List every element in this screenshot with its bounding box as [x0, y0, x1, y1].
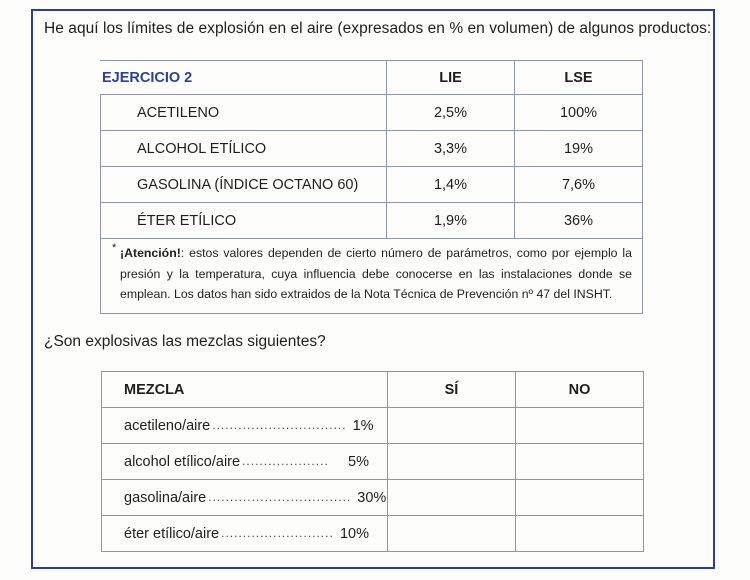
lie-value: 3,3% [386, 131, 514, 166]
dot-leader: .................... [242, 454, 329, 468]
table-row [100, 95, 643, 131]
table-row [102, 516, 643, 552]
product-name: ÉTER ETÍLICO [100, 203, 386, 238]
mixture-cell [102, 480, 387, 515]
mixture-percent: 30% [357, 489, 387, 506]
lie-value: 1,9% [386, 203, 514, 238]
table-header-row [102, 372, 643, 408]
no-answer-cell[interactable] [515, 444, 643, 479]
lse-header: LSE [514, 61, 643, 94]
table-row [102, 444, 643, 480]
dot-leader: ............................... [212, 418, 347, 432]
product-name: ACETILENO [100, 95, 386, 130]
product-name: ALCOHOL ETÍLICO [100, 131, 386, 166]
product-name: GASOLINA (ÍNDICE OCTANO 60) [100, 167, 386, 202]
table-row [102, 408, 643, 444]
mixture-name: gasolina/aire [124, 489, 207, 506]
mixtures-table [101, 371, 644, 552]
lse-value: 36% [514, 203, 643, 238]
lse-value: 7,6% [514, 167, 643, 202]
mixture-percent: 10% [339, 525, 369, 542]
dot-leader: .......................... [221, 526, 334, 540]
note-text: : estos valores dependen de cierto número de parámetros, como por ejemplo la presión y la temperatura, cuya influencia debe conocerse en las instalaciones donde se emplean. Los datos han sido extraidos de la Nota Técnica de Prevención nº 47 del INSHT. [120, 246, 632, 301]
note-asterisk: * [112, 242, 117, 254]
table-header-row [100, 61, 643, 95]
mixture-percent: 1% [352, 417, 374, 434]
lie-value: 1,4% [386, 167, 514, 202]
mixture-name: éter etílico/aire [124, 525, 220, 542]
table-row [100, 131, 643, 167]
lse-value: 100% [514, 95, 643, 130]
mixture-name: acetileno/aire [124, 417, 211, 434]
attention-note [100, 234, 643, 314]
explosion-limits-table [100, 60, 643, 239]
note-bold-label: ¡Atención! [120, 246, 181, 260]
mixture-name: alcohol etílico/aire [124, 453, 241, 470]
si-answer-cell[interactable] [387, 408, 515, 443]
lse-value: 19% [514, 131, 643, 166]
no-answer-cell[interactable] [515, 480, 643, 515]
mixture-percent: 5% [348, 453, 369, 470]
no-answer-cell[interactable] [515, 408, 643, 443]
mixture-cell [102, 516, 387, 551]
no-header: NO [515, 372, 643, 407]
exercise-title: EJERCICIO 2 [102, 69, 193, 86]
si-header: SÍ [387, 372, 515, 407]
lie-value: 2,5% [386, 95, 514, 130]
no-answer-cell[interactable] [515, 516, 643, 551]
dot-leader: ................................. [208, 490, 352, 504]
table-row [100, 167, 643, 203]
mixture-cell [102, 408, 387, 443]
intro-text: He aquí los límites de explosión en el aire (expresados en % en volumen) de algunos productos: [44, 20, 712, 37]
question-text: ¿Son explosivas las mezclas siguientes? [44, 333, 326, 350]
si-answer-cell[interactable] [387, 444, 515, 479]
si-answer-cell[interactable] [387, 516, 515, 551]
lie-header: LIE [386, 61, 514, 94]
mezcla-header: MEZCLA [124, 381, 185, 398]
si-answer-cell[interactable] [387, 480, 515, 515]
table-row [102, 480, 643, 516]
mixture-cell [102, 444, 387, 479]
